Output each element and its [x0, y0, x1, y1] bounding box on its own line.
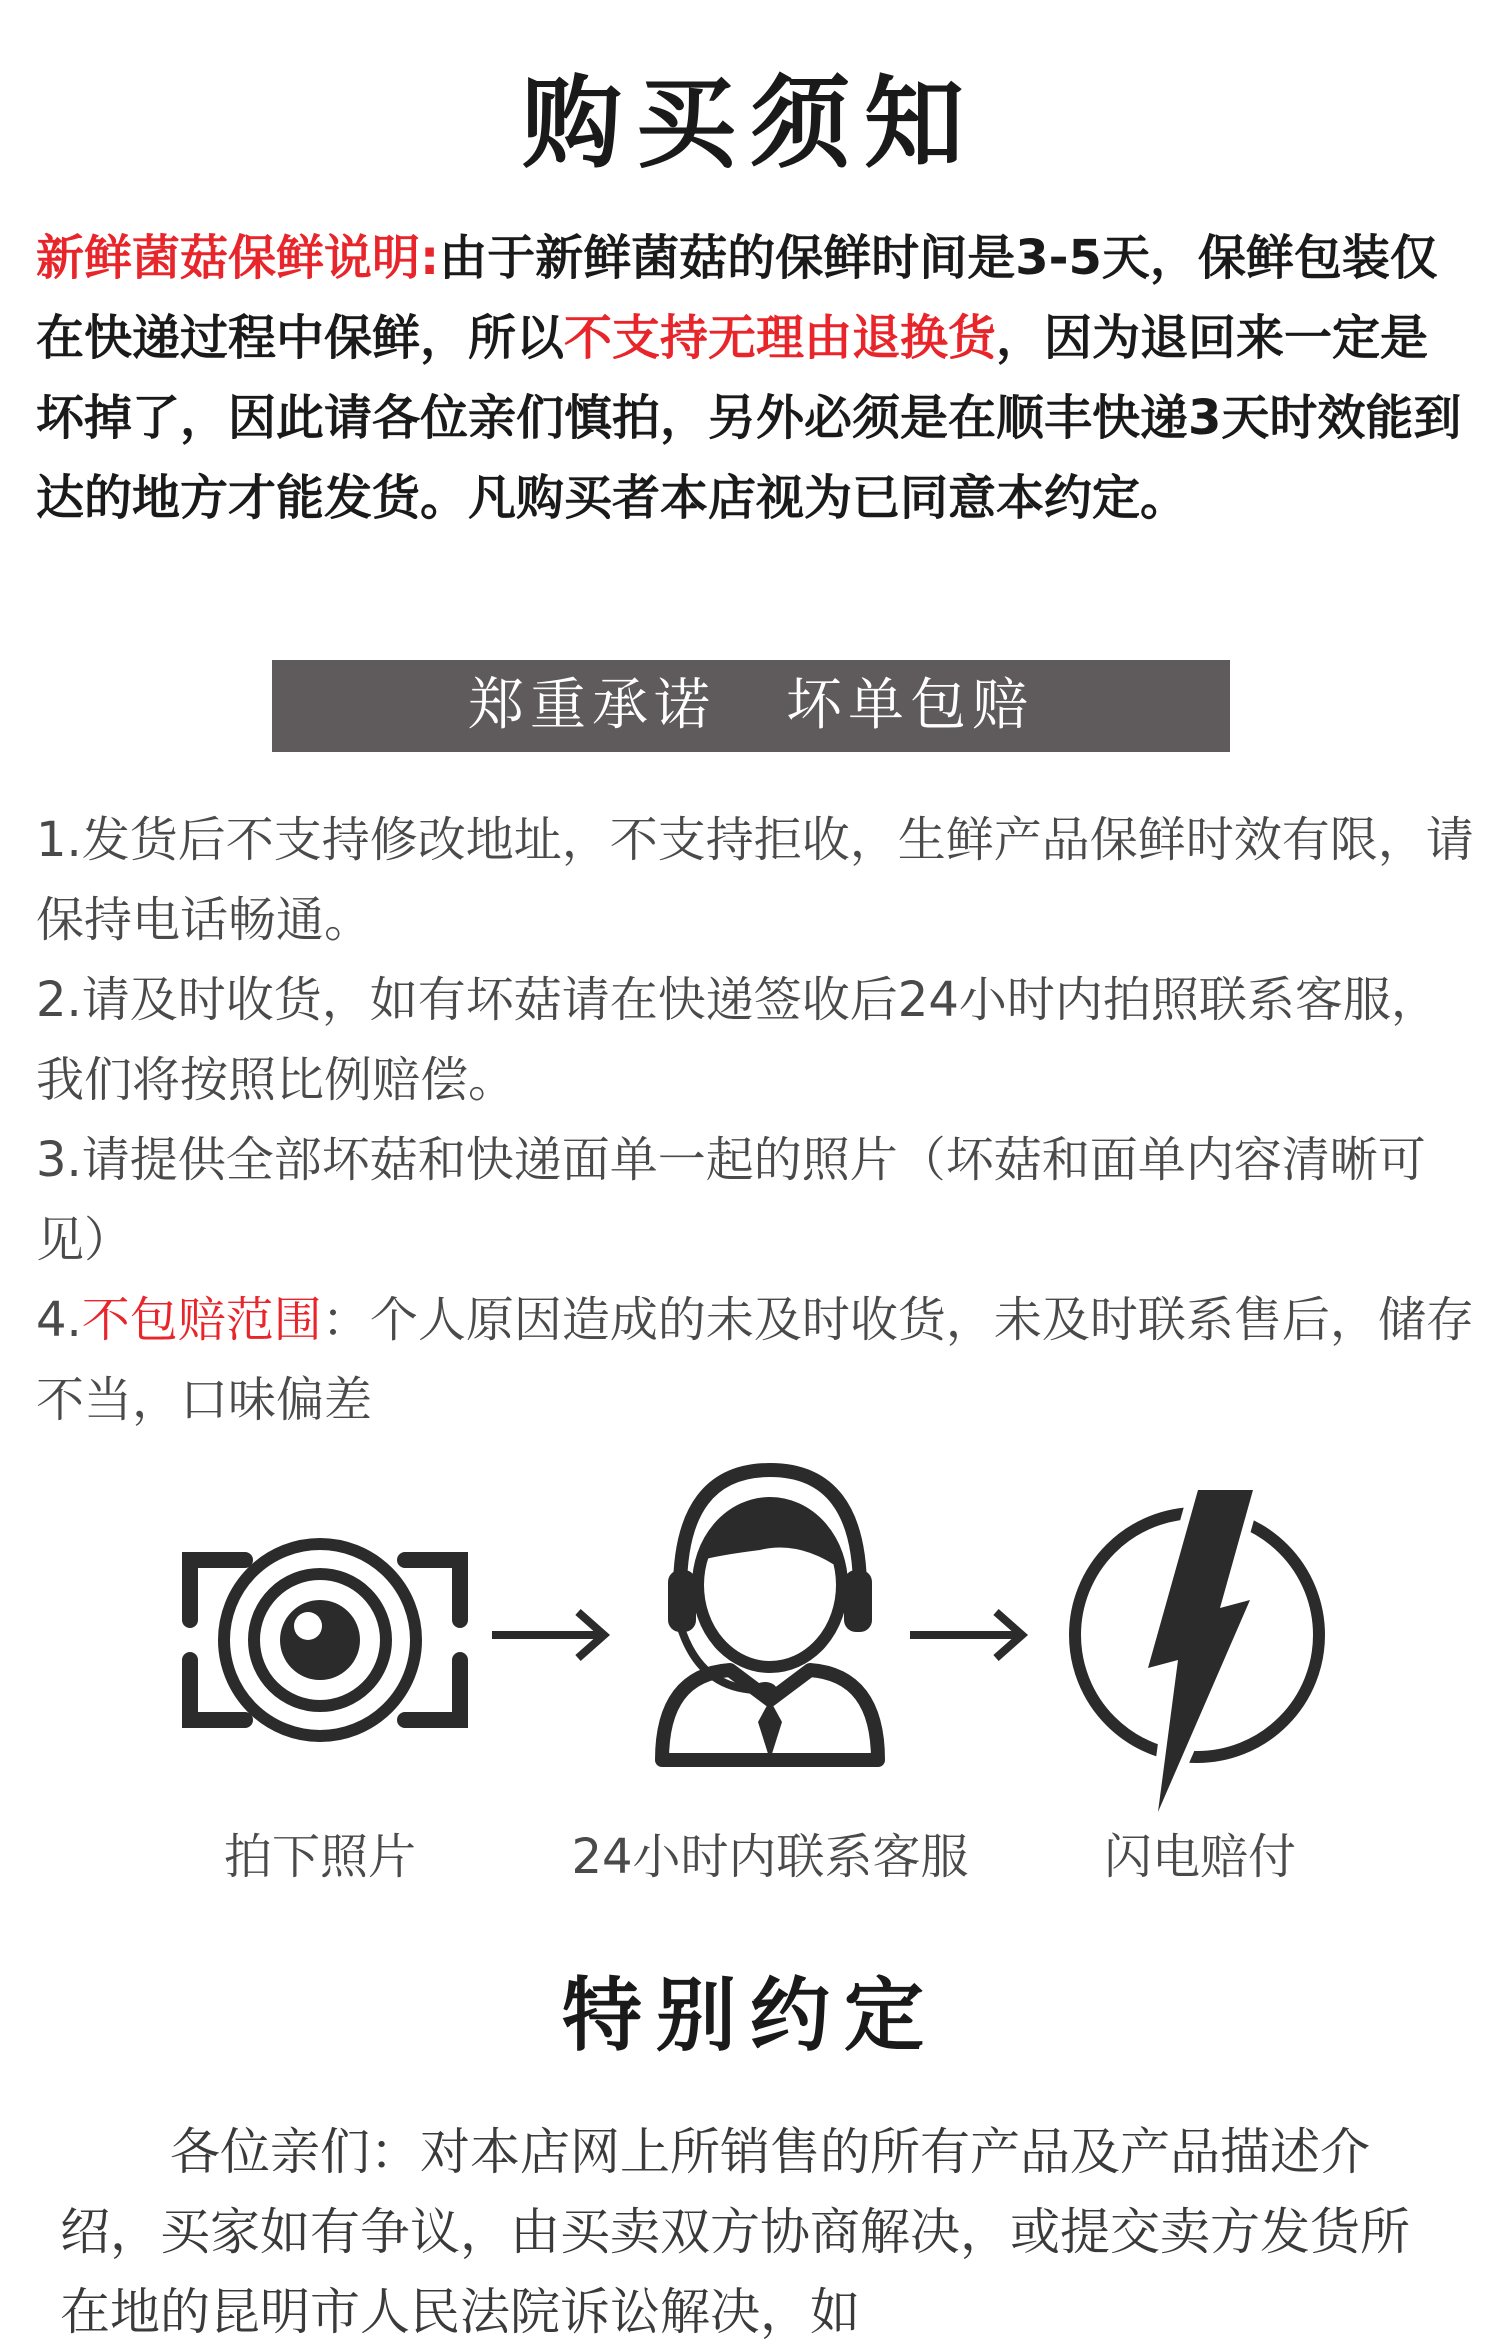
no-compensation-highlight: 不包赔范围 — [81, 1292, 322, 1348]
promise-banner — [272, 660, 1230, 752]
rule-4-text: ：个人原因造成的未及时收货，未及时联系售后，储存不当，口味偏差 — [36, 1292, 1474, 1428]
special-agreement-text: 各位亲们：对本店网上所销售的所有产品及产品描述介绍，买家如有争议，由买卖双方协商解决，或提交卖方发货所在地的昆明市人民法院诉讼解决，如 — [60, 2123, 1410, 2341]
arrow-right-icon — [910, 1612, 1022, 1658]
banner-right-text: 坏单包赔 — [786, 673, 1034, 738]
notice-text-2: ，因为退回来一定是坏掉了，因此请各位亲们慎拍，另外必须是在顺丰快递3天时效能到达的地方才能发货。凡购买者本店视为已同意本约定。 — [36, 310, 1462, 526]
rule-item-2: 2.请及时收货，如有坏菇请在快递签收后24小时内拍照联系客服，我们将按照比例赔偿。 — [36, 972, 1439, 1108]
banner-left-text: 郑重承诺 — [468, 673, 716, 738]
rules-list — [36, 800, 1476, 1440]
rule-item-1: 1.发货后不支持修改地址，不支持拒收，生鲜产品保鲜时效有限，请保持电话畅通。 — [36, 812, 1474, 948]
notice-label: 新鲜菌菇保鲜说明: — [36, 230, 440, 286]
special-title: 特别约定 — [562, 1968, 938, 2062]
freshness-notice — [36, 218, 1466, 538]
camera-icon — [190, 1544, 460, 1736]
page-title: 购买须知 — [522, 64, 978, 182]
notice-text-1: 由于新鲜菌菇的保鲜时间是3-5天，保鲜包装仅在快递过程中保鲜，所以 — [36, 230, 1438, 366]
step-label-contact: 24小时内联系客服 — [571, 1829, 969, 1885]
process-icons — [0, 1460, 1500, 1820]
rule-item-3: 3.请提供全部坏菇和快递面单一起的照片（坏菇和面单内容清晰可见） — [36, 1132, 1426, 1268]
no-return-highlight: 不支持无理由退换货 — [564, 310, 997, 366]
arrow-right-icon — [492, 1612, 604, 1658]
customer-service-icon — [662, 1470, 878, 1760]
rule-item-4 — [36, 1280, 1476, 1440]
lightning-icon — [1075, 1490, 1319, 1812]
step-label-payout: 闪电赔付 — [1103, 1829, 1296, 1885]
step-label-photo: 拍下照片 — [223, 1829, 416, 1885]
rule-4-prefix: 4. — [36, 1292, 82, 1348]
